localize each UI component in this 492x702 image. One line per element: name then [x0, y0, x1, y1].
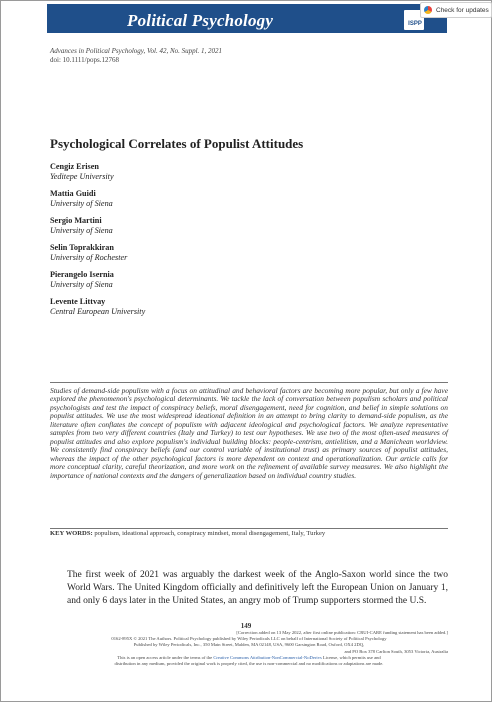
abstract-text: Studies of demand-side populism with a focus on attitudinal and behavioral factors are becoming more popular, but only a few have explored the phenomenon's psychological determinants. We tackle the lack of conversation between populism scholars and political psychologists and test the impact of conspiracy beliefs, moral disengagement, need for cognition, and belief in simple solutions on populist attitudes. We use the most widespread ideational definition in an attempt to bring clarity to demand-side populism, as the literature often conflates the concept of populism with adjacent ideological and psychological factors. We analyze representative samples from two very different countries (Italy and Turkey) to test our hypotheses. We use two of the most often-used measures of populist attitudes and also explore populism's individual building blocks: people-centrism, antielitism, and a Manichean worldview. We consistently find conspiracy beliefs (and our control variable of institutional trust) as primary sources of populist attitudes, whereas the impact of the other psychological factors is more dependent on context and operationalization. Our article calls for more conceptual clarity, careful theorization, and more work on the refinement of available survey measures. We also highlight the importance of national contexts and the dangers of generalization based on individual country studies.: [50, 386, 448, 480]
author-affiliation: University of Rochester: [50, 253, 128, 262]
body-paragraph: The first week of 2021 was arguably the darkest week of the Anglo-Saxon world since the two World Wars. The United Kingdom officially and definitively left the European Union on January 1, and only 6 days later in the United States, an angry mob of Trump supporters stormed the U.S.: [67, 570, 448, 606]
author-name: Sergio Martini: [50, 216, 102, 225]
author-list: [50, 162, 145, 324]
article-title: Psychological Correlates of Populist Attitudes: [50, 136, 304, 151]
author-affiliation: University of Siena: [50, 199, 113, 208]
publisher-address: and PO Box 378 Carlton South, 3053 Victoria, Australia: [344, 648, 448, 654]
check-for-updates-button[interactable]: [420, 2, 492, 18]
author-entry: [50, 270, 145, 290]
author-name: Cengiz Erisen: [50, 162, 99, 171]
author-name: Levente Littvay: [50, 297, 106, 306]
crossmark-icon: [424, 6, 432, 14]
publisher-line: Published by Wiley Periodicals, Inc., 350 Main Street, Malden, MA 02148, USA, 9600 Garsington Road, Oxford, OX4 2DQ,: [133, 642, 365, 648]
check-for-updates-label: Check for updates: [436, 6, 489, 14]
author-affiliation: Central European University: [50, 307, 146, 316]
author-name: Mattia Guidi: [50, 189, 96, 198]
author-affiliation: University of Siena: [50, 280, 113, 289]
author-affiliation: Yeditepe University: [50, 172, 114, 181]
license-post: License, which permits use and: [321, 654, 381, 660]
correction-note: [Correction added on 13 May 2022, after first online publication: CRUI-CARE funding statement has been added.]: [236, 630, 448, 635]
license-pre: This is an open access article under the terms of the: [117, 654, 214, 660]
copyright-line: 0162-895X © 2021 The Authors. Political Psychology published by Wiley Periodicals LLC on behalf of International Society of Political Psychology: [111, 636, 387, 642]
abstract-top-rule: [50, 382, 448, 383]
keywords: [50, 530, 448, 538]
page-number: 149: [240, 622, 252, 630]
journal-name: Political Psychology: [127, 11, 274, 30]
author-name: Selin Toprakkiran: [50, 243, 114, 252]
journal-banner: [47, 4, 447, 33]
keywords-text: populism, ideational approach, conspiracy mindset, moral disengagement, Italy, Turkey: [94, 530, 326, 537]
license-line-2: distribution in any medium, provided the original work is properly cited, the use is non-commercial and no modifications or adaptations are made.: [114, 661, 384, 667]
author-entry: [50, 189, 145, 209]
ispp-logo-text: ISPP: [408, 21, 422, 27]
author-affiliation: University of Siena: [50, 226, 113, 235]
license-link[interactable]: Creative Commons Attribution-NonCommercial-NoDerivs: [213, 654, 322, 660]
author-entry: [50, 216, 145, 236]
abstract-bottom-rule: [50, 528, 448, 529]
author-entry: [50, 243, 145, 263]
keywords-label: KEY WORDS:: [50, 530, 93, 537]
citation-doi: doi: 10.1111/pops.12768: [50, 56, 120, 64]
author-entry: [50, 297, 145, 317]
author-name: Pierangelo Isernia: [50, 270, 114, 279]
citation-journal: Advances in Political Psychology, Vol. 42, No. Suppl. 1, 2021: [50, 47, 223, 55]
footer-notes: [50, 630, 448, 667]
citation-block: [50, 47, 222, 65]
author-entry: [50, 162, 145, 182]
